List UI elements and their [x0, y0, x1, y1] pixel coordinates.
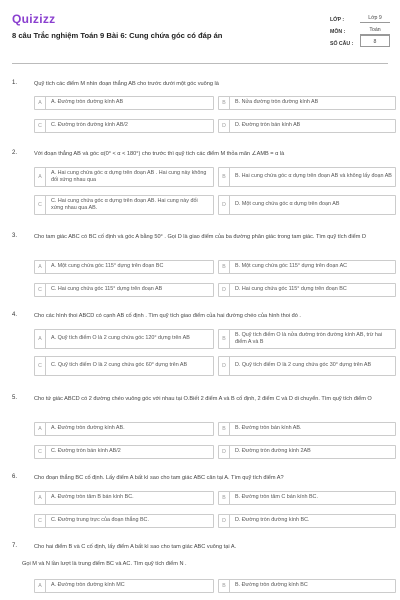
option-text: D. Hai cung chứa góc 115° dựng trên đoạn BC	[235, 286, 347, 293]
header-divider	[12, 63, 388, 64]
option-letter: D	[219, 446, 230, 458]
question-1	[12, 80, 390, 138]
option-text: D. Một cung chứa góc α dựng trên đoạn AB	[235, 201, 340, 208]
option-text: A. Đường tròn tâm B bán kính BC.	[51, 494, 134, 501]
option-text: A. Đường tròn đường kính AB	[51, 99, 124, 106]
option-letter: D	[219, 284, 230, 296]
meta-value: Lớp 9	[360, 11, 390, 23]
option-b[interactable]	[218, 329, 396, 349]
question-text: Cho hai điểm B và C cố định, lấy điểm A bất kì sao cho tam giác ABC vuông tại A.	[34, 544, 237, 550]
option-letter: C	[35, 120, 46, 132]
option-letter: B	[219, 97, 230, 109]
option-letter: C	[35, 446, 46, 458]
option-text: A. Đường tròn đường kính MC	[51, 582, 125, 589]
option-letter: D	[219, 196, 230, 214]
option-c[interactable]	[34, 119, 214, 133]
option-c[interactable]	[34, 445, 214, 459]
question-6	[12, 474, 390, 532]
option-a[interactable]	[34, 491, 214, 505]
option-text: D. Đường tròn đường kính BC.	[235, 517, 310, 524]
option-b[interactable]	[218, 422, 396, 436]
option-letter: A	[35, 423, 46, 435]
option-letter: C	[35, 515, 46, 527]
option-a[interactable]	[34, 167, 214, 187]
option-letter: C	[35, 284, 46, 296]
option-text: C. Đường tròn bán kính AB/2	[51, 448, 121, 455]
meta-key: SỐ CÂU :	[330, 41, 354, 47]
option-c[interactable]	[34, 514, 214, 528]
quiz-meta	[330, 11, 390, 47]
page-title: 8 câu Trắc nghiệm Toán 9 Bài 6: Cung chứa góc có đáp án	[12, 31, 223, 40]
option-text: A. Quỹ tích điểm O là 2 cung chứa góc 120° dựng trên AB	[51, 335, 190, 342]
option-c[interactable]	[34, 356, 214, 376]
option-letter: B	[219, 580, 230, 592]
question-number: 6.	[12, 474, 18, 480]
option-letter: A	[35, 168, 46, 186]
question-5	[12, 395, 390, 463]
quizizz-logo: Quizizz	[12, 12, 56, 26]
option-letter: B	[219, 330, 230, 348]
option-letter: A	[35, 580, 46, 592]
meta-row-count	[330, 35, 390, 47]
option-letter: D	[219, 357, 230, 375]
option-c[interactable]	[34, 283, 214, 297]
option-text: C. Hai cung chứa góc α dựng trên đoạn AB. Hai cung này đối xứng nhau qua AB.	[51, 197, 198, 211]
option-b[interactable]	[218, 260, 396, 274]
question-text: Với đoạn thẳng AB và góc α(0° < α < 180°) cho trước thì quỹ tích các điểm M thỏa mãn ∠AMB = α là	[34, 151, 285, 157]
option-text: B. Đường tròn tâm C bán kính BC.	[235, 494, 318, 501]
meta-row-subject	[330, 23, 390, 35]
option-text: C. Đường trung trực của đoạn thẳng BC.	[51, 517, 149, 524]
option-text: B. Hai cung chứa góc α dựng trên đoạn AB và không lấy đoạn AB	[235, 173, 392, 180]
option-letter: B	[219, 423, 230, 435]
meta-value: Toán	[360, 23, 390, 35]
option-a[interactable]	[34, 96, 214, 110]
option-text: C. Đường tròn đường kính AB/2	[51, 122, 128, 129]
option-d[interactable]	[218, 514, 396, 528]
question-3	[12, 233, 390, 301]
question-number: 3.	[12, 233, 18, 239]
option-text: A. Một cung chứa góc 115° dựng trên đoạn BC	[51, 263, 164, 270]
question-text: Cho tam giác ABC có BC cố định và góc A bằng 50° . Gọi D là giao điểm của ba đường phân giác trong tam giác. Tìm quỹ tích điểm D	[34, 234, 366, 240]
option-letter: A	[35, 97, 46, 109]
meta-key: MÔN :	[330, 29, 346, 35]
option-letter: B	[219, 261, 230, 273]
page-header	[0, 0, 400, 62]
option-b[interactable]	[218, 167, 396, 187]
option-letter: A	[35, 261, 46, 273]
option-letter: A	[35, 492, 46, 504]
question-2	[12, 150, 390, 222]
option-text: B. Quỹ tích điểm O là nửa đường tròn đường kính AB, trừ hai điểm A và B	[235, 331, 383, 345]
option-text: A. Hai cung chứa góc α dựng trên đoạn AB . Hai cung này không đối xứng nhau qua	[51, 169, 207, 183]
option-text: C. Hai cung chứa góc 115° dựng trên đoạn AB	[51, 286, 163, 293]
option-b[interactable]	[218, 96, 396, 110]
question-number: 7.	[12, 543, 18, 549]
option-letter: C	[35, 196, 46, 214]
option-text: D. Đường tròn bán kính AB	[235, 122, 301, 129]
question-number: 2.	[12, 150, 18, 156]
question-number: 4.	[12, 312, 18, 318]
option-a[interactable]	[34, 579, 214, 593]
option-text: D. Quỹ tích điểm O là 2 cung chứa góc 30° dựng trên AB	[235, 362, 372, 369]
option-letter: B	[219, 168, 230, 186]
option-text: B. Một cung chứa góc 115° dựng trên đoạn AC	[235, 263, 348, 270]
question-number: 1.	[12, 80, 18, 86]
option-a[interactable]	[34, 260, 214, 274]
option-text: C. Quỹ tích điểm O là 2 cung chứa góc 60° dựng trên AB	[51, 362, 188, 369]
option-d[interactable]	[218, 445, 396, 459]
option-b[interactable]	[218, 491, 396, 505]
option-d[interactable]	[218, 283, 396, 297]
option-text: D. Đường tròn đường kính 2AB	[235, 448, 311, 455]
meta-row-class	[330, 11, 390, 23]
option-d[interactable]	[218, 356, 396, 376]
option-text: A. Đường tròn đường kính AB.	[51, 425, 125, 432]
option-text: B. Nửa đường tròn đường kính AB	[235, 99, 319, 106]
option-d[interactable]	[218, 119, 396, 133]
option-letter: D	[219, 515, 230, 527]
question-text: Cho tứ giác ABCD có 2 đường chéo vuông góc với nhau tại O.Biết 2 điểm A và B cố định, 2 điểm C và D di chuyển. Tìm quỹ tích điểm O	[34, 396, 372, 402]
option-c[interactable]	[34, 195, 214, 215]
question-text-continued: Gọi M và N lần lượt là trung điểm BC và AC. Tìm quỹ tích điểm N .	[22, 561, 187, 567]
option-text: B. Đường tròn bán kính AB.	[235, 425, 302, 432]
option-letter: B	[219, 492, 230, 504]
option-letter: C	[35, 357, 46, 375]
option-a[interactable]	[34, 329, 214, 349]
meta-value: 8	[360, 35, 390, 47]
option-b[interactable]	[218, 579, 396, 593]
question-text: Cho các hình thoi ABCD có cạnh AB cố định . Tìm quỹ tích giao điểm của hai đường chéo của hình thoi đó .	[34, 313, 301, 319]
question-text: Quỹ tích các điểm M nhìn đoạn thẳng AB cho trước dưới một góc vuông là	[34, 81, 219, 87]
question-text: Cho đoạn thẳng BC cố định. Lấy điểm A bất kì sao cho tam giác ABC cân tại A. Tìm quỹ tích điểm A?	[34, 475, 284, 481]
option-letter: D	[219, 120, 230, 132]
question-number: 5.	[12, 395, 18, 401]
option-a[interactable]	[34, 422, 214, 436]
meta-key: LỚP :	[330, 17, 345, 23]
question-4	[12, 312, 390, 384]
option-letter: A	[35, 330, 46, 348]
option-d[interactable]	[218, 195, 396, 215]
option-text: B. Đường tròn đường kính BC	[235, 582, 308, 589]
question-7	[12, 543, 390, 600]
